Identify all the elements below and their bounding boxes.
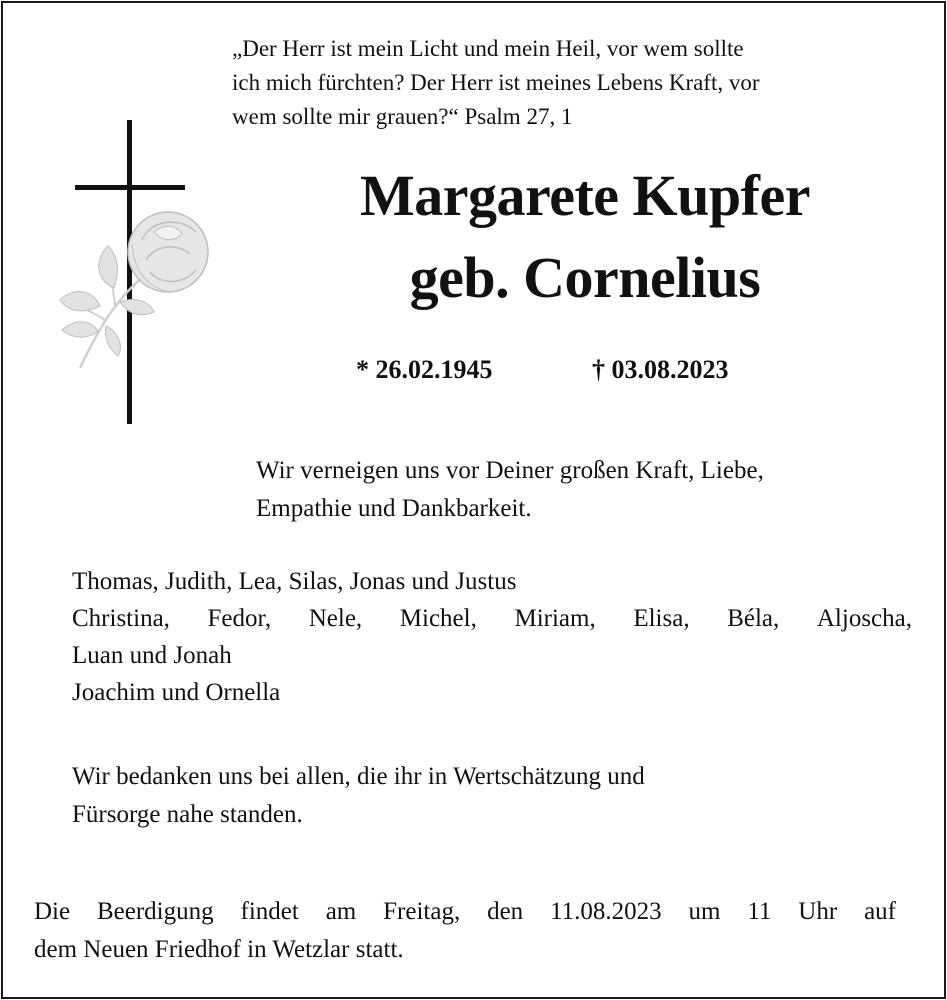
maiden-name: geb. Cornelius <box>409 245 761 310</box>
thanks-line: Wir bedanken uns bei allen, die ihr in Wertschätzung und <box>72 763 645 790</box>
mourner-name: Fedor, <box>207 605 272 632</box>
funeral-word: den <box>487 898 524 925</box>
birth-date: * 26.02.1945 <box>356 355 493 384</box>
funeral-word: am <box>325 898 357 925</box>
funeral-notice <box>34 893 914 969</box>
funeral-word: Beerdigung <box>96 898 214 925</box>
thanks-text <box>72 758 912 834</box>
tribute-text <box>256 452 926 528</box>
funeral-word: auf <box>864 898 896 925</box>
verse-line: „Der Herr ist mein Licht und mein Heil, vor wem sollte <box>232 36 744 61</box>
funeral-word: 11 <box>747 898 772 925</box>
mourner-name: Béla, <box>727 605 780 632</box>
funeral-line: dem Neuen Friedhof in Wetzlar statt. <box>34 936 404 963</box>
mourner-name: Christina, <box>72 605 170 632</box>
mourners-line <box>72 600 912 637</box>
cross-with-rose-icon <box>50 120 220 430</box>
cross-icon <box>50 120 220 430</box>
mourners-line: Luan und Jonah <box>72 642 232 669</box>
mourner-name: Michel, <box>399 605 477 632</box>
mourner-name: Elisa, <box>633 605 690 632</box>
funeral-word: Uhr <box>798 898 838 925</box>
tribute-line: Empathie und Dankbarkeit. <box>256 495 532 522</box>
psalm-verse <box>232 32 912 134</box>
mourners-list <box>72 563 918 711</box>
tribute-line: Wir verneigen uns vor Deiner großen Kraft, Liebe, <box>256 457 764 484</box>
mourner-name: Miriam, <box>514 605 596 632</box>
mourners-line: Joachim und Ornella <box>72 679 281 706</box>
mourners-line: Thomas, Judith, Lea, Silas, Jonas und Justus <box>72 568 517 595</box>
deceased-name: Margarete Kupfer <box>360 163 810 228</box>
funeral-word: Freitag, <box>383 898 461 925</box>
funeral-word: Die <box>34 898 71 925</box>
death-date: † 03.08.2023 <box>592 355 729 384</box>
verse-line: wem sollte mir grauen?“ Psalm 27, 1 <box>232 104 573 129</box>
thanks-line: Fürsorge nahe standen. <box>72 801 303 828</box>
funeral-word: findet <box>240 898 299 925</box>
funeral-word: um <box>688 898 721 925</box>
deceased-name-block <box>250 155 920 319</box>
verse-line: ich mich fürchten? Der Herr ist meines Lebens Kraft, vor <box>232 70 760 95</box>
funeral-word: 11.08.2023 <box>550 898 662 925</box>
mourner-name: Nele, <box>308 605 363 632</box>
funeral-line <box>34 893 896 931</box>
mourner-name: Aljoscha, <box>816 605 912 632</box>
